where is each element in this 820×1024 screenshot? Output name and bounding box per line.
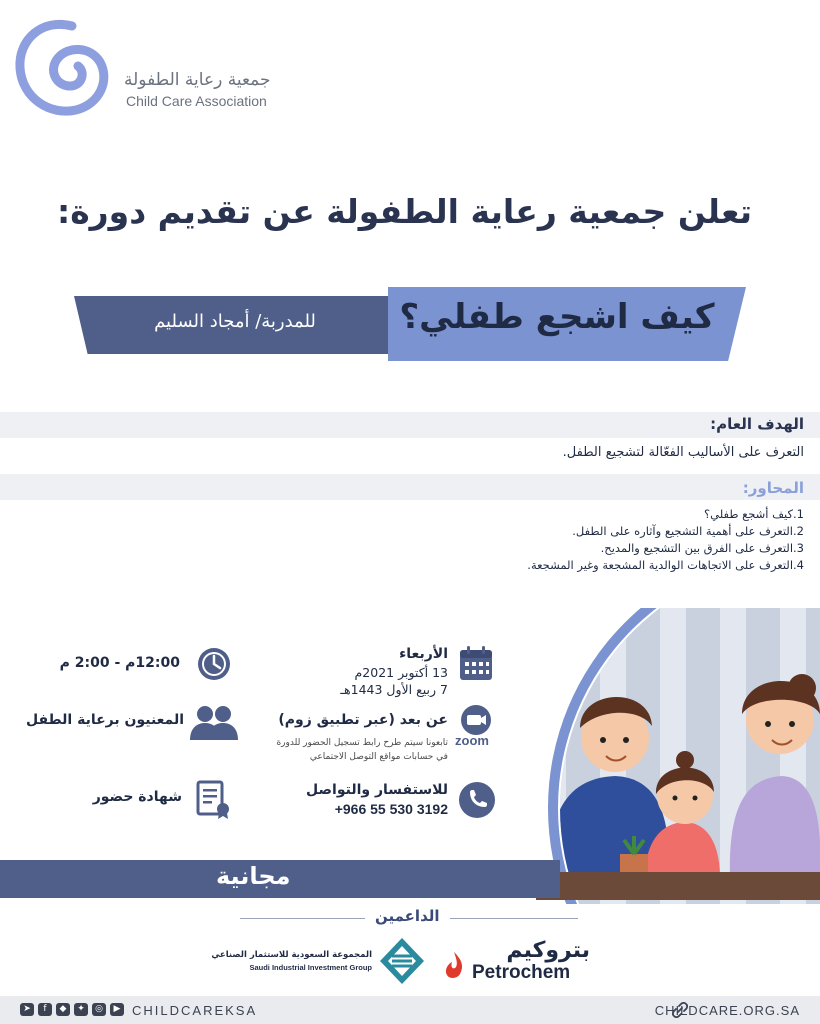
list-item: 2.التعرف على أهمية التشجيع وآثاره على الطفل. — [572, 524, 804, 538]
clock-icon — [196, 646, 232, 682]
zoom-label: zoom — [455, 733, 489, 748]
event-date-gregorian: 13 أكتوبر 2021م — [354, 665, 448, 680]
event-mode-note-line2: في حسابات مواقع التوصل الاجتماعي — [309, 752, 448, 762]
telegram-icon[interactable]: ➤ — [20, 1003, 34, 1016]
petrochem-logo — [440, 938, 590, 988]
list-item: 3.التعرف على الفرق بين التشجيع والمديح. — [600, 541, 804, 555]
family-illustration — [520, 608, 820, 904]
goal-text: التعرف على الأساليب الفعّالة لتشجيع الطفل. — [562, 445, 804, 460]
snapchat-icon[interactable]: ◆ — [56, 1003, 70, 1016]
goal-section-bar — [0, 412, 820, 438]
association-logo — [12, 14, 271, 124]
course-title: كيف اشجع طفلي؟ — [399, 297, 715, 337]
target-audience: المعنيون برعاية الطفل — [25, 712, 184, 728]
logo-english-name: Child Care Association — [126, 93, 267, 109]
calendar-icon — [458, 645, 494, 683]
social-handle[interactable]: CHILDCAREKSA — [132, 1003, 258, 1018]
logo-arabic-name: جمعية رعاية الطفولة — [124, 70, 271, 90]
people-icon — [188, 704, 240, 742]
list-item: 4.التعرف على الاتجاهات الوالدية المشجعة وغير المشجعة. — [527, 558, 804, 572]
wooden-shelf — [536, 872, 820, 900]
topics-list — [527, 506, 804, 574]
flame-icon — [440, 950, 468, 984]
goal-heading: الهدف العام: — [710, 415, 804, 433]
siig-arabic: المجموعة السعودية للاستثمار الصناعي — [211, 950, 372, 960]
contact-phone[interactable]: +966 55 530 3192 — [334, 801, 448, 817]
topics-heading: المحاور: — [742, 479, 804, 497]
youtube-icon[interactable]: ▶ — [110, 1003, 124, 1016]
event-date-hijri: 7 ربيع الأول 1443هـ — [340, 682, 448, 697]
certificate-text: شهادة حضور — [92, 789, 182, 805]
topics-section-bar — [0, 474, 820, 500]
sponsors-heading: الداعمين — [365, 907, 450, 925]
spiral-logo-icon — [12, 14, 112, 122]
instagram-icon[interactable]: ◎ — [92, 1003, 106, 1016]
event-time: 12:00م - 2:00 م — [59, 655, 180, 671]
petrochem-arabic: بتروكيم — [506, 938, 590, 963]
facebook-icon[interactable]: f — [38, 1003, 52, 1016]
event-mode-note-line1: تابعونا سيتم طرح رابط تسجيل الحضور للدورة — [276, 738, 448, 748]
twitter-icon[interactable]: ✦ — [74, 1003, 88, 1016]
list-item: 1.كيف أشجع طفلي؟ — [704, 507, 804, 521]
whatsapp-icon — [458, 781, 496, 819]
siig-logo — [211, 936, 428, 986]
website-url[interactable]: CHILDCARE.ORG.SA — [654, 1003, 800, 1018]
social-icons — [20, 1003, 124, 1016]
free-label: مجانية — [216, 862, 291, 890]
certificate-icon — [196, 780, 232, 820]
petrochem-english: Petrochem — [472, 962, 571, 983]
event-day: الأربعاء — [399, 646, 448, 662]
trainer-name: للمدربة/ أمجاد السليم — [154, 311, 316, 332]
siig-english: Saudi Industrial Investment Group — [249, 963, 372, 972]
contact-label: للاستفسار والتواصل — [306, 782, 448, 798]
event-mode: عن بعد (عبر تطبيق زوم) — [278, 712, 448, 728]
siig-emblem-icon — [378, 936, 426, 986]
announcement-headline: تعلن جمعية رعاية الطفولة عن تقديم دورة: — [57, 192, 752, 231]
